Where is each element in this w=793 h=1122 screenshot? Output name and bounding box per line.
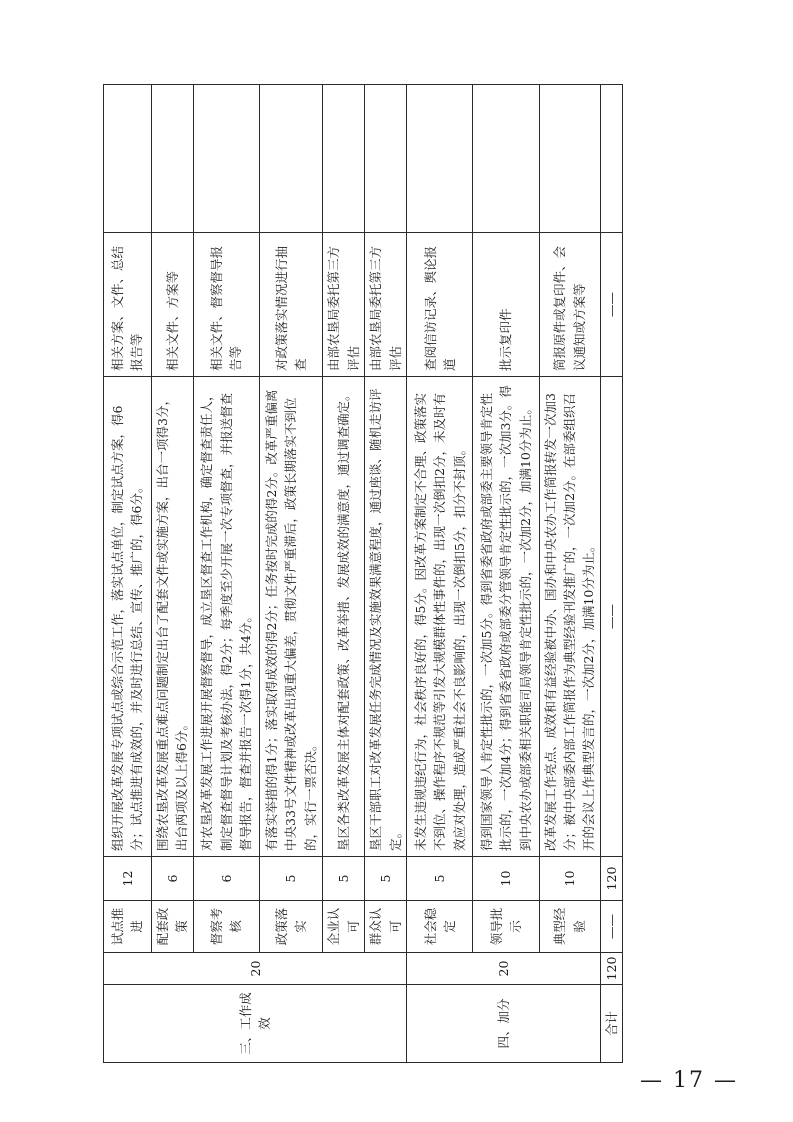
table-row bbox=[407, 85, 473, 1063]
item-name: 政策落实 bbox=[259, 901, 322, 953]
total-score: 120 bbox=[600, 857, 622, 901]
item-criteria: 改革发展工作亮点、成效和有益经验被中办、国办和中央农办工作简报转发一次加3分；被中央部委内部工作简报作为典型经验刊发推广的，一次加2分。在部委组织召开的会议上作典型发言的，一次加2分，加满10分为止。 bbox=[539, 377, 600, 857]
item-note bbox=[473, 85, 539, 233]
group-score-g4: 20 bbox=[407, 953, 600, 985]
item-note bbox=[151, 85, 193, 233]
table-row bbox=[259, 85, 322, 1063]
item-name: 群众认可 bbox=[365, 901, 407, 953]
item-name: 试点推进 bbox=[104, 901, 152, 953]
item-score: 5 bbox=[365, 857, 407, 901]
item-score: 5 bbox=[259, 857, 322, 901]
item-source: 对政策落实情况进行抽查 bbox=[259, 233, 322, 377]
item-note bbox=[193, 85, 259, 233]
item-note bbox=[104, 85, 152, 233]
total-source: —— bbox=[600, 233, 622, 377]
item-source: 批示复印件 bbox=[473, 233, 539, 377]
item-score: 6 bbox=[151, 857, 193, 901]
group-score-g3: 20 bbox=[104, 953, 407, 985]
item-score: 10 bbox=[539, 857, 600, 901]
table-row bbox=[539, 85, 600, 1063]
group-label-g4: 四、加分 bbox=[407, 985, 600, 1063]
item-name: 配套政策 bbox=[151, 901, 193, 953]
item-note bbox=[259, 85, 322, 233]
item-source: 由部农垦局委托第三方评估 bbox=[323, 233, 365, 377]
item-name: 企业认可 bbox=[323, 901, 365, 953]
item-criteria: 得到国家领导人肯定性批示的，一次加5分。得到省委省政府或部委主要领导肯定性批示的，一次加4分；得到省委省政府或部委分管领导肯定性批示的，一次加3分。得到中央农办或部委相关职能司局领导肯定性批示的，一次加2分，加满10分为止。 bbox=[473, 377, 539, 857]
table-row bbox=[473, 85, 539, 1063]
item-source: 相关文件、方案等 bbox=[151, 233, 193, 377]
item-note bbox=[539, 85, 600, 233]
table-row bbox=[365, 85, 407, 1063]
item-source: 相关方案、文件、总结报告等 bbox=[104, 233, 152, 377]
item-score: 10 bbox=[473, 857, 539, 901]
evaluation-table bbox=[103, 84, 623, 1063]
table-row bbox=[151, 85, 193, 1063]
item-source: 由部农垦局委托第三方评估 bbox=[365, 233, 407, 377]
table-row bbox=[104, 85, 152, 1063]
item-score: 5 bbox=[323, 857, 365, 901]
item-name: 典型经验 bbox=[539, 901, 600, 953]
total-note bbox=[600, 85, 622, 233]
item-score: 5 bbox=[407, 857, 473, 901]
table-row bbox=[323, 85, 365, 1063]
item-note bbox=[365, 85, 407, 233]
item-source: 简报原件或复印件、会议通知或方案等 bbox=[539, 233, 600, 377]
total-criteria: —— bbox=[600, 377, 622, 857]
item-note bbox=[323, 85, 365, 233]
total-label: 合计 bbox=[600, 985, 622, 1063]
item-criteria: 对农垦改革发展工作进展开展督察督导，成立垦区督查工作机构，确定督查责任人，制定督查督导计划及考核办法，得2分；每季度至少开展一次专项督查，并报送督查督导报告，督查并报告一次得1分，共4分。 bbox=[193, 377, 259, 857]
item-name: 社会稳定 bbox=[407, 901, 473, 953]
page-number: — 17 — bbox=[640, 1068, 738, 1093]
rotated-table-container bbox=[103, 85, 623, 1063]
item-criteria: 垦区各类改革发展主体对配套政策、改革举措、发展成效的满意度，通过调查确定。 bbox=[323, 377, 365, 857]
total-item: —— bbox=[600, 901, 622, 953]
item-name: 领导批示 bbox=[473, 901, 539, 953]
item-criteria: 组织开展改革发展专项试点或综合示范工作，落实试点单位，制定试点方案，得6分；试点推进有成效的，并及时进行总结、宣传、推广的，得6分。 bbox=[104, 377, 152, 857]
item-criteria: 围绕农垦改革发展重点难点问题制定出台了配套文件或实施方案，出台一项得3分，出台两项及以上得6分。 bbox=[151, 377, 193, 857]
item-source: 查阅信访记录、舆论报道 bbox=[407, 233, 473, 377]
item-score: 12 bbox=[104, 857, 152, 901]
table-row-total bbox=[600, 85, 622, 1063]
group-label-g3: 三、工作成效 bbox=[104, 985, 407, 1063]
item-source: 相关文件、督察督导报告等 bbox=[193, 233, 259, 377]
table-row bbox=[193, 85, 259, 1063]
total-group-score: 120 bbox=[600, 953, 622, 985]
item-name: 督察考核 bbox=[193, 901, 259, 953]
item-criteria: 有落实举措的得1分；落实取得成效的得2分；任务按时完成的得2分。改革严重偏离中央33号文件精神或改革出现重大偏差，贯彻文件严重滞后，政策长期落实不到位的，实行一票否决。 bbox=[259, 377, 322, 857]
item-score: 6 bbox=[193, 857, 259, 901]
item-criteria: 垦区干部职工对改革发展任务完成情况及实施效果满意程度，通过座谈、随机走访评定。 bbox=[365, 377, 407, 857]
item-criteria: 未发生违规违纪行为，社会秩序良好的，得5分。因改革方案制定不合理、政策落实不到位、操作程序不规范等引发大规模群体性事件的，出现一次倒扣2分，未及时有效应对处理，造成严重社会不良影响的，出现一次倒扣5分，扣分不封顶。 bbox=[407, 377, 473, 857]
item-note bbox=[407, 85, 473, 233]
